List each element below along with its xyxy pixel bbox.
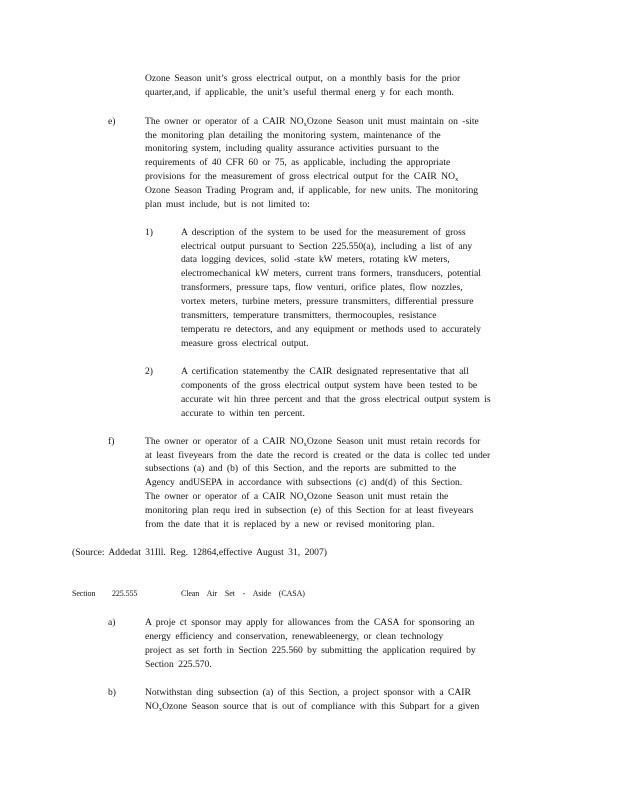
paragraph-line: the monitoring plan detailing the monitoring system, maintenance of the xyxy=(145,130,441,141)
paragraph-line: Notwithstan ding subsection (a) of this Section, a project sponsor with a CAIR xyxy=(145,687,471,698)
paragraph-line: temperatu re detectors, and any equipment or methods used to accurately xyxy=(181,324,481,335)
paragraph-line: The owner or operator of a CAIR $NO_xOzone$ Season unit must retain records for xyxy=(145,436,481,448)
paragraph-line: A description of the system to be used for the measurement of gross xyxy=(181,227,466,238)
section-number: 225.555 xyxy=(112,589,138,598)
paragraph-line: $NO_xOzone$ Season source that is out of compliance with this Subpart for a given xyxy=(145,701,480,713)
item-label-b: b) xyxy=(108,687,116,698)
paragraph-line: monitoring plan requ ired in subsection (e) of this Section for at least fiveyears xyxy=(145,505,474,516)
section-title: Clean Air Set - Aside (CASA) xyxy=(181,589,305,598)
paragraph-line: electrical output pursuant to Section 225.550(a), including a list of any xyxy=(181,241,473,252)
paragraph-line: vortex meters, turbine meters, pressure transmitters, differential pressure xyxy=(181,296,474,307)
paragraph-line: from the date that it is replaced by a new or revised monitoring plan. xyxy=(145,519,435,530)
paragraph-line: transmitters, temperature transmitters, thermocouples, resistance xyxy=(181,310,437,321)
paragraph-line: Section 225.570. xyxy=(145,659,212,670)
item-label-2: 2) xyxy=(145,366,153,377)
paragraph-line: requirements of 40 CFR 60 or 75, as applicable, including the appropriate xyxy=(145,157,451,168)
paragraph-line: energy efficiency and conservation, renewableenergy, or clean technology xyxy=(145,631,444,642)
paragraph-line: components of the gross electrical output system have been tested to be xyxy=(181,380,478,391)
paragraph-line: at least fiveyears from the date the record is created or the data is collec ted under xyxy=(145,450,491,461)
paragraph-line: A proje ct sponsor may apply for allowances from the CASA for sponsoring an xyxy=(145,617,475,628)
paragraph-line: measure gross electrical output. xyxy=(181,338,309,349)
paragraph-line: project as set forth in Section 225.560 by submitting the application required by xyxy=(145,645,476,656)
paragraph-line: data logging devices, solid -state kW meters, rotating kW meters, xyxy=(181,254,450,265)
paragraph-line: The owner or operator of a CAIR $NO_xOzone$ Season unit must retain the xyxy=(145,491,449,503)
paragraph-line: A certification statementby the CAIR designated representative that all xyxy=(181,366,469,377)
paragraph-line: The owner or operator of a CAIR $NO_xOzone$ Season unit must maintain on -site xyxy=(145,116,479,128)
paragraph-line: transformers, pressure taps, flow venturi, orifice plates, flow nozzles, xyxy=(181,282,463,293)
paragraph-line: accurate wit hin three percent and that the gross electrical output system is xyxy=(181,394,491,405)
source-note: (Source: Addedat 31Ill. Reg. 12864,effective August 31, 2007) xyxy=(72,547,327,558)
paragraph-line: Ozone Season unit’s gross electrical output, on a monthly basis for the prior xyxy=(145,73,461,84)
paragraph-line: provisions for the measurement of gross electrical output for the CAIR $NO_x$ xyxy=(145,171,459,183)
paragraph-line: monitoring system, including quality assurance activities pursuant to the xyxy=(145,143,439,154)
paragraph-line: Ozone Season Trading Program and, if applicable, for new units. The monitoring xyxy=(145,185,479,196)
item-label-f: f) xyxy=(108,436,115,447)
paragraph-line: accurate to within ten percent. xyxy=(181,408,305,419)
item-label-1: 1) xyxy=(145,227,153,238)
item-label-a: a) xyxy=(108,617,116,628)
item-label-e: e) xyxy=(108,116,116,127)
paragraph-line: subsections (a) and (b) of this Section, and the reports are submitted to the xyxy=(145,463,457,474)
paragraph-line: quarter,and, if applicable, the unit’s useful thermal energ y for each month. xyxy=(145,87,454,98)
paragraph-line: plan must include, but is not limited to: xyxy=(145,199,310,210)
section-heading-label: Section xyxy=(72,589,96,598)
paragraph-line: Agency andUSEPA in accordance with subsections (c) and(d) of this Section. xyxy=(145,477,463,488)
paragraph-line: electromechanical kW meters, current trans formers, transducers, potential xyxy=(181,268,481,279)
